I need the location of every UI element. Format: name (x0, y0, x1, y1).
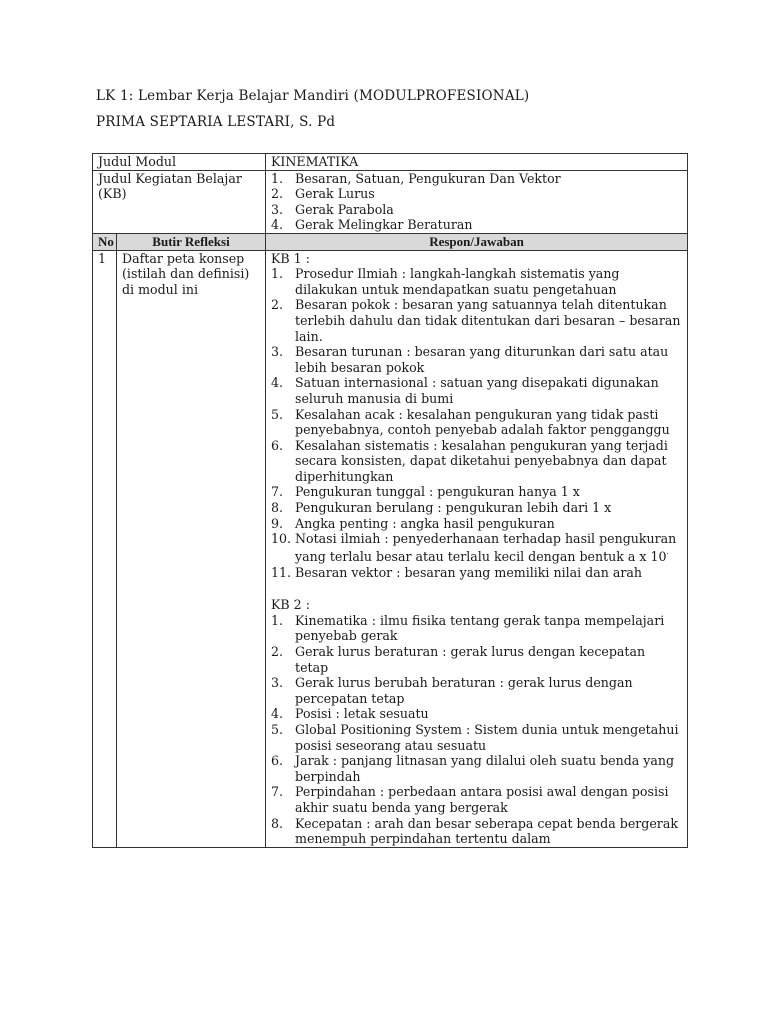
list-item-number: 9. (271, 515, 284, 531)
list-item-text: Pengukuran tunggal : pengukuran hanya 1 x (295, 484, 580, 500)
list-item-text: Kecepatan : arah dan besar seberapa cepat benda bergerak menempuh perpindahan tertentu dalam (295, 815, 678, 847)
list-item-number: 2. (271, 297, 284, 313)
list-item-number: 1. (271, 170, 284, 186)
list-item-number: 3. (271, 201, 284, 217)
list-item-text: Kinematika : ilmu fisika tentang gerak tanpa mempelajari penyebab gerak (295, 612, 665, 644)
row-butir-refleksi: Daftar peta konsep (istilah dan definisi) di modul ini (117, 250, 266, 847)
list-item-number: 8. (271, 500, 284, 516)
list-item-number: 11. (271, 564, 292, 580)
list-item (271, 344, 682, 375)
list-item-text: Besaran pokok : besaran yang satuannya telah ditentukan terlebih dahulu dan tidak ditentukan dari besaran – besaran lain. (295, 297, 681, 344)
list-item-number: 3. (271, 344, 284, 360)
list-item (271, 784, 682, 815)
list-item-text: Besaran vektor : besaran yang memiliki nilai dan arah (295, 564, 642, 580)
kb2-title: KB 2 : (271, 597, 310, 613)
list-item-number: 8. (271, 815, 284, 831)
exponent-mark: · (666, 549, 669, 558)
kb-title-row (93, 170, 688, 233)
kb1-title: KB 1 : (271, 250, 310, 266)
list-item-text: Besaran turunan : besaran yang diturunkan dari satu atau lebih besaran pokok (295, 344, 669, 375)
list-item-text: Angka penting : angka hasil pengukuran (295, 515, 555, 531)
reflection-table (92, 153, 688, 848)
list-item-number: 7. (271, 484, 284, 500)
column-header-row (93, 233, 688, 250)
list-item (271, 171, 682, 187)
list-item (271, 186, 682, 202)
row-respon (266, 250, 688, 847)
list-item-number: 5. (271, 721, 284, 737)
list-item-number: 1. (271, 612, 284, 628)
list-item (271, 375, 682, 406)
list-item-text: Besaran, Satuan, Pengukuran Dan Vektor (295, 170, 561, 186)
list-item-number: 4. (271, 706, 284, 722)
list-item (271, 500, 682, 516)
list-item-number: 4. (271, 217, 284, 233)
list-item-number: 5. (271, 406, 284, 422)
list-item (271, 722, 682, 753)
list-item-text: Prosedur Ilmiah : langkah-langkah sistematis yang dilakukan untuk mendapatkan suatu pengetahuan (295, 266, 620, 297)
list-item-text: Gerak Melingkar Beraturan (295, 217, 473, 233)
list-item-text: Kesalahan acak : kesalahan pengukuran yang tidak pasti penyebabnya, contoh penyebab adalah faktor pengganggu (295, 406, 670, 438)
list-item-number: 3. (271, 675, 284, 691)
module-title-value: KINEMATIKA (266, 154, 688, 171)
list-item-number: 7. (271, 784, 284, 800)
kb-title-list-cell (266, 170, 688, 233)
list-item (271, 516, 682, 532)
list-item-text: Perpindahan : perbedaan antara posisi awal dengan posisi akhir suatu benda yang bergerak (295, 784, 669, 815)
list-item-text: Gerak Parabola (295, 201, 394, 217)
list-item-text: Gerak Lurus (295, 186, 375, 202)
module-title-label: Judul Modul (93, 154, 266, 171)
list-item (271, 407, 682, 438)
list-item-number: 6. (271, 437, 284, 453)
list-item (271, 297, 682, 344)
module-title-row (93, 154, 688, 171)
kb1-concept-list (271, 266, 682, 580)
kb2-concept-list (271, 613, 682, 847)
list-item-text: Notasi ilmiah : penyederhanaan terhadap hasil pengukuran yang terlalu besar atau terlalu kecil dengan bentuk a x 10· (295, 531, 677, 565)
list-item (271, 484, 682, 500)
list-item-number: 6. (271, 753, 284, 769)
list-item (271, 217, 682, 233)
list-item-number: 2. (271, 644, 284, 659)
header-butir-refleksi: Butir Refleksi (117, 233, 266, 250)
author-name: PRIMA SEPTARIA LESTARI, S. Pd (96, 114, 336, 130)
header-no: No (93, 233, 117, 250)
row-number: 1 (93, 250, 117, 847)
kb-title-label: Judul Kegiatan Belajar (KB) (93, 170, 266, 233)
header-respon-jawaban: Respon/Jawaban (266, 233, 688, 250)
worksheet-title: LK 1: Lembar Kerja Belajar Mandiri (MODULPROFESIONAL) (96, 88, 530, 104)
section-gap (271, 580, 682, 597)
list-item-text: Jarak : panjang litnasan yang dilalui oleh suatu benda yang berpindah (295, 753, 675, 784)
list-item (271, 613, 682, 644)
list-item (271, 565, 682, 581)
list-item-text: Posisi : letak sesuatu (295, 706, 429, 722)
list-item (271, 706, 682, 722)
reflection-row-1 (93, 250, 688, 847)
list-item-text: Gerak lurus berubah beraturan : gerak lurus dengan percepatan tetap (295, 675, 633, 706)
list-item (271, 675, 682, 706)
list-item (271, 202, 682, 218)
list-item (271, 753, 682, 784)
list-item (271, 644, 682, 675)
list-item-text: Gerak lurus beraturan : gerak lurus dengan kecepatan tetap (295, 644, 646, 675)
list-item (271, 266, 682, 297)
list-item-text: Kesalahan sistematis : kesalahan pengukuran yang terjadi secara konsisten, dapat diketahui penyebabnya dan dapat diperhitungkan (295, 437, 668, 484)
list-item-text: Satuan internasional : satuan yang disepakati digunakan seluruh manusia di bumi (295, 375, 659, 406)
list-item-text: Pengukuran berulang : pengukuran lebih dari 1 x (295, 500, 612, 516)
list-item-number: 4. (271, 375, 284, 391)
list-item (271, 816, 682, 847)
list-item-number: 1. (271, 266, 284, 282)
list-item (271, 438, 682, 485)
list-item-number: 2. (271, 186, 284, 202)
list-item-number: 10. (271, 531, 292, 547)
list-item-text: Global Positioning System : Sistem dunia untuk mengetahui posisi seseorang atau sesuatu (295, 721, 679, 753)
list-item (271, 531, 682, 564)
kb-title-list (271, 171, 682, 233)
